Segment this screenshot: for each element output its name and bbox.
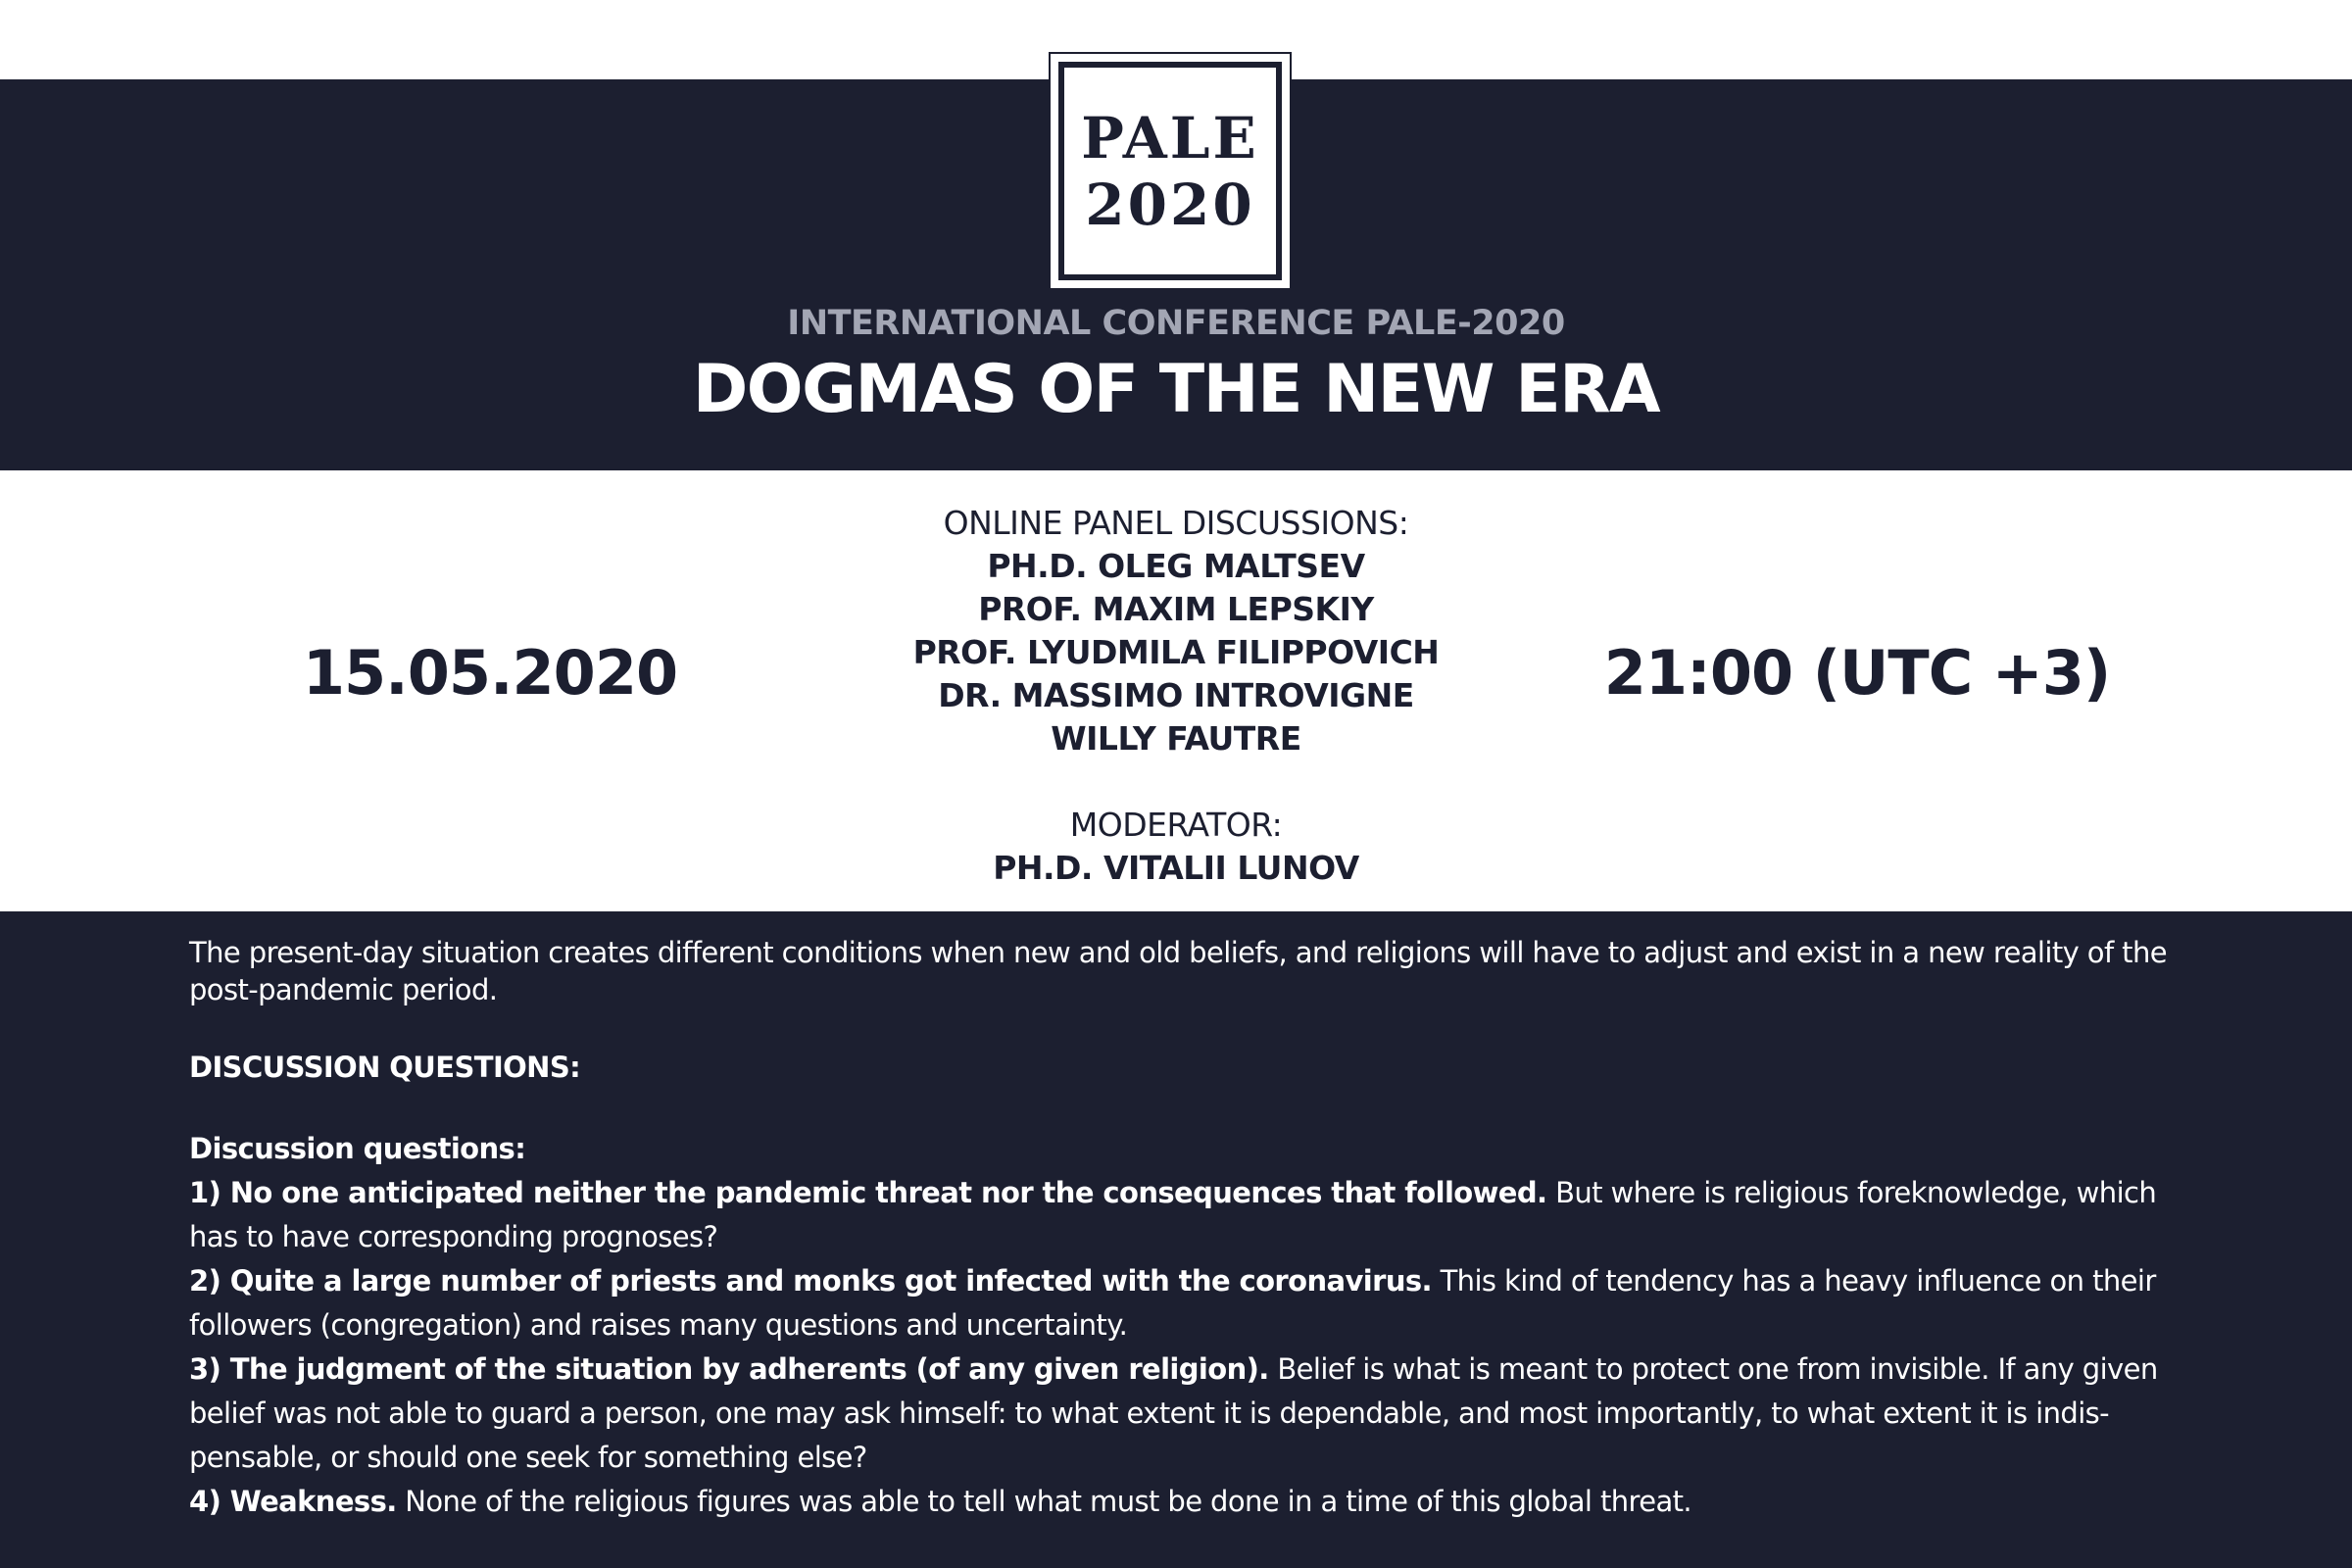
description: [189, 934, 2179, 1524]
question-item: [189, 1171, 2179, 1259]
conference-subtitle: INTERNATIONAL CONFERENCE PALE-2020: [787, 304, 1565, 343]
panelist: DR. MASSIMO INTROVIGNE: [938, 676, 1414, 714]
panelist: PH.D. OLEG MALTSEV: [987, 547, 1365, 585]
question-lead: 1) No one anticipated neither the pandemic threat nor the consequences that followed.: [189, 1176, 1547, 1209]
event-time: 21:00 (UTC +3): [1603, 637, 2111, 709]
moderator-name: PH.D. VITALII LUNOV: [993, 849, 1359, 887]
panelist: PROF. LYUDMILA FILIPPOVICH: [912, 633, 1440, 671]
question-item: [189, 1348, 2179, 1480]
logo-line-2: 2020: [1085, 171, 1255, 238]
discussion-heading: DISCUSSION QUESTIONS:: [189, 1051, 581, 1084]
question-text: None of the religious figures was able to tell what must be done in a time of this global threat.: [396, 1485, 1692, 1518]
event-date: 15.05.2020: [302, 637, 678, 709]
question-lead: 4) Weakness.: [189, 1485, 397, 1518]
question-lead: 2) Quite a large number of priests and monks got infected with the coronavirus.: [189, 1264, 1432, 1298]
question-text: But where is religious foreknowledge, which has to have corresponding prognoses?: [189, 1176, 2157, 1253]
online-panel-label: ONLINE PANEL DISCUSSIONS:: [943, 504, 1409, 542]
panelist: PROF. MAXIM LEPSKIY: [978, 590, 1374, 628]
pale-logo: [1049, 52, 1292, 290]
question-lead: 3) The judgment of the situation by adherents (of any given religion).: [189, 1352, 1269, 1386]
question-item: [189, 1480, 2179, 1524]
question-text: Belief is what is meant to protect one from invisible. If any given belief was not able to guard a person, one may ask himself: to what extent it is dependable, and most importantly, to what extent it is indis-pensable, or should one seek for something else?: [189, 1352, 2158, 1474]
panel-info: [784, 502, 1568, 890]
moderator-label: MODERATOR:: [1069, 806, 1283, 844]
discussion-subheading: Discussion questions:: [189, 1132, 526, 1165]
question-item: [189, 1259, 2179, 1348]
question-text: This kind of tendency has a heavy influence on their followers (congregation) and raises many questions and uncertainty.: [189, 1264, 2156, 1342]
panelist: WILLY FAUTRE: [1051, 719, 1301, 758]
intro-paragraph: The present-day situation creates different conditions when new and old beliefs, and religions will have to adjust and exist in a new reality of the post-pandemic period.: [189, 936, 2167, 1006]
conference-title: DOGMAS OF THE NEW ERA: [692, 351, 1660, 428]
logo-line-1: PALE: [1081, 104, 1259, 172]
logo-frame: [1058, 62, 1282, 280]
